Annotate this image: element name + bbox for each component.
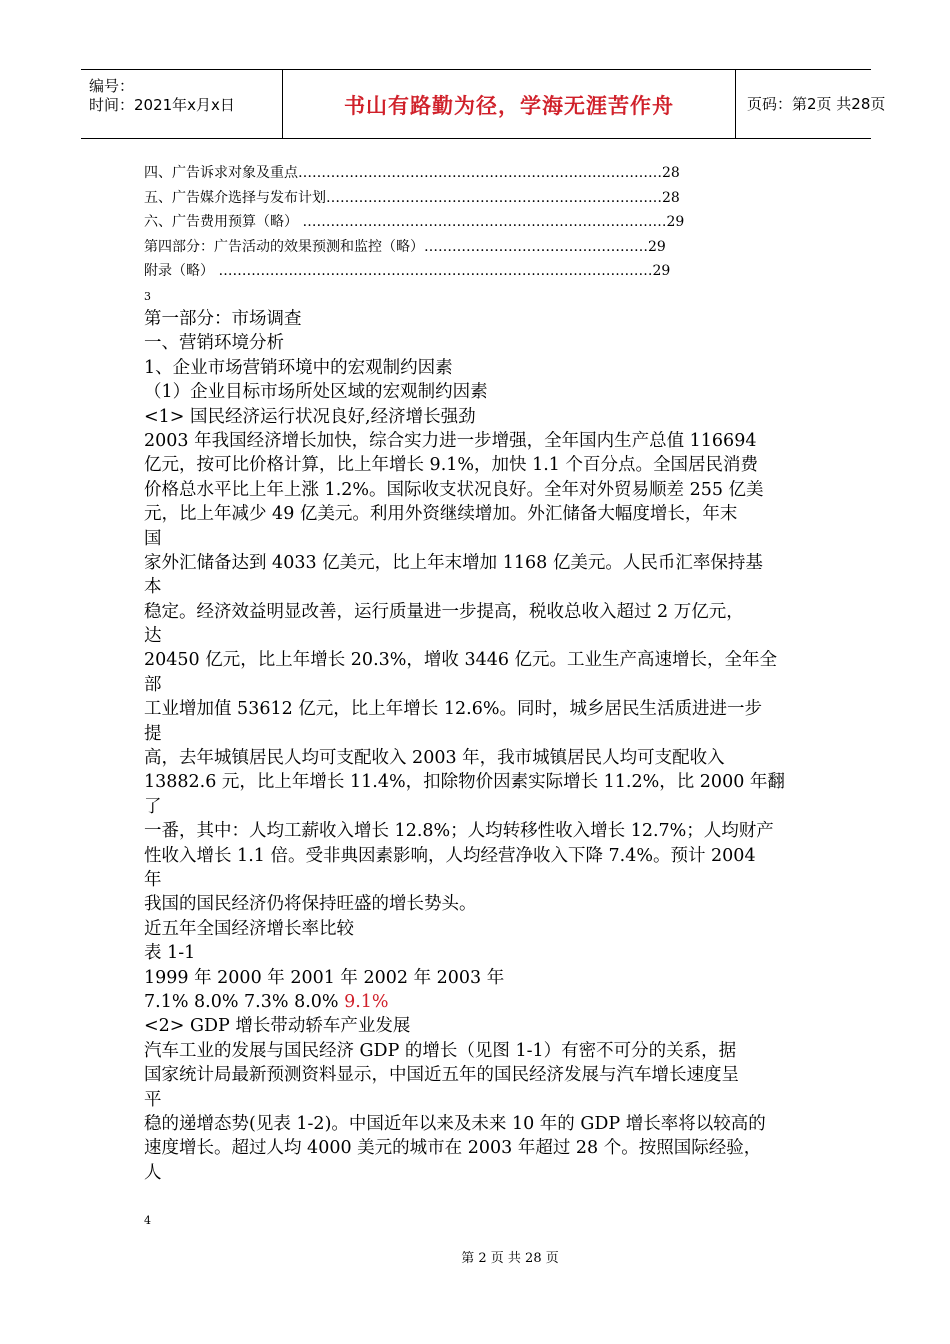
page-code: 页码：第2页 共28页 — [747, 95, 886, 113]
text-line: 达 — [144, 626, 162, 647]
text-line: 人 — [144, 1162, 162, 1183]
text-line: 速度增长。超过人均 4000 美元的城市在 2003 年超过 28 个。按照国际经验， — [144, 1138, 762, 1159]
text-line: 平 — [144, 1089, 162, 1110]
text-line: 本 — [144, 577, 162, 598]
text-line: 近五年全国经济增长率比较 — [144, 918, 354, 939]
page-marker-bottom: 4 — [144, 1214, 151, 1227]
text-line: 稳定。经济效益明显改善，运行质量进一步提高，税收总收入超过 2 万亿元， — [144, 601, 744, 622]
text-line: 性收入增长 1.1 倍。受非典因素影响，人均经营净收入下降 7.4%。预计 2004 — [144, 845, 756, 866]
toc-item: 五、广告媒介选择与发布计划………………………………………………………………28 — [144, 189, 680, 206]
text-line: 部 — [144, 674, 162, 695]
page-marker: 3 — [144, 290, 151, 303]
page-footer — [0, 1247, 950, 1266]
growth-rates: 7.1% 8.0% 7.3% 8.0% — [144, 991, 345, 1012]
header-table — [81, 69, 886, 139]
text-line: 提 — [144, 723, 162, 744]
text-line: 1999 年 2000 年 2001 年 2002 年 2003 年 — [144, 967, 505, 988]
text-line: 一、营销环境分析 — [144, 333, 284, 354]
text-line: 表 1-1 — [144, 943, 196, 964]
text-line: 汽车工业的发展与国民经济 GDP 的增长（见图 1-1）有密不可分的关系，据 — [144, 1040, 737, 1061]
body-text — [144, 307, 824, 1185]
text-line: 年 — [144, 869, 162, 890]
text-line: 1、企业市场营销环境中的宏观制约因素 — [144, 357, 453, 378]
growth-rate-highlight: 9.1% — [344, 991, 389, 1012]
text-line: <1> 国民经济运行状况良好,经济增长强劲 — [144, 406, 476, 427]
growth-rate-row — [144, 990, 824, 1014]
toc-item: 四、广告诉求对象及重点……………………………………………………………………28 — [144, 165, 680, 181]
text-line: 第一部分：市场调查 — [144, 309, 302, 329]
text-line: 20450 亿元，比上年增长 20.3%，增收 3446 亿元。工业生产高速增长，全年全 — [144, 650, 778, 671]
text-line: 国 — [144, 528, 162, 549]
text-line: 亿元，按可比价格计算，比上年增长 9.1%，加快 1.1 个百分点。全国居民消费 — [144, 455, 758, 476]
text-line: 我国的国民经济仍将保持旺盛的增长势头。 — [144, 894, 477, 915]
text-line: 高，去年城镇居民人均可支配收入 2003 年，我市城镇居民人均可支配收入 — [144, 748, 725, 769]
text-line: （1）企业目标市场所处区域的宏观制约因素 — [144, 382, 488, 403]
toc-item: 第四部分：广告活动的效果预测和监控（略）…………………………………………29 — [144, 238, 666, 255]
footer-page-number: 第 2 页 共 28 页 — [461, 1251, 559, 1266]
header-page-cell — [735, 70, 886, 138]
text-line: 工业增加值 53612 亿元，比上年增长 12.6%。同时，城乡居民生活质进进一步 — [144, 699, 762, 720]
table-of-contents — [144, 161, 784, 284]
text-line: 13882.6 元，比上年增长 11.4%，扣除物价因素实际增长 11.2%，比 2000 年翻 — [144, 772, 785, 793]
text-line: 稳的递增态势(见表 1-2)。中国近年以来及未来 10 年的 GDP 增长率将以较高的 — [144, 1113, 766, 1134]
text-line: 一番，其中：人均工薪收入增长 12.8%；人均转移性收入增长 12.7%；人均财产 — [144, 821, 774, 842]
text-line: <2> GDP 增长带动轿车产业发展 — [144, 1016, 411, 1037]
text-line: 家外汇储备达到 4033 亿美元，比上年末增加 1168 亿美元。人民币汇率保持基 — [144, 552, 763, 573]
text-line: 了 — [144, 796, 162, 817]
motto: 书山有路勤为径，学海无涯苦作舟 — [344, 94, 674, 118]
toc-item: 附录（略） …………………………………………………………………………………29 — [144, 263, 671, 279]
header-left-cell — [81, 70, 281, 138]
text-line: 2003 年我国经济增长加快，综合实力进一步增强，全年国内生产总值 116694 — [144, 430, 757, 451]
text-line: 国家统计局最新预测资料显示，中国近五年的国民经济发展与汽车增长速度呈 — [144, 1065, 739, 1086]
text-line: 元，比上年减少 49 亿美元。利用外资继续增加。外汇储备大幅度增长，年末 — [144, 504, 738, 525]
time-label: 时间：2021年x月x日 — [89, 96, 235, 114]
number-label: 编号： — [89, 77, 135, 95]
toc-item: 六、广告费用预算（略） ……………………………………………………………………29 — [144, 214, 685, 230]
text-line: 价格总水平比上年上涨 1.2%。国际收支状况良好。全年对外贸易顺差 255 亿美 — [144, 479, 764, 500]
header-motto-cell — [282, 70, 736, 138]
